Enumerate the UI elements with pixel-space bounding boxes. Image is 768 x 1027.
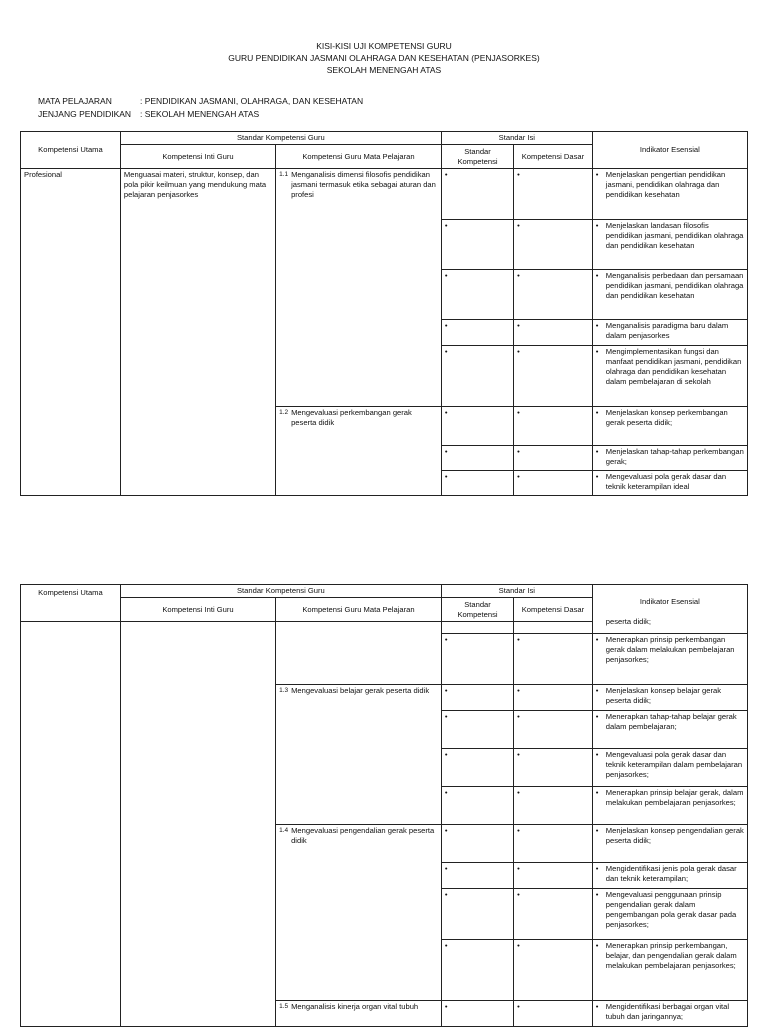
cell-kompetensi-1-5	[276, 1001, 442, 1027]
sk-bullet: •	[441, 787, 513, 825]
kd-bullet: •	[514, 471, 593, 496]
indikator-text: Menjelaskan landasan filosofis pendidikan jasmani, pendidikan olahraga dan pendidikan kesehatan	[605, 221, 744, 250]
indikator-item	[592, 940, 747, 1001]
indikator-text: Menjelaskan tahap-tahap perkembangan gerak;	[605, 447, 744, 466]
indikator-text: Menerapkan tahap-tahap belajar gerak dalam pembelajaran;	[605, 712, 737, 731]
sk-cont	[441, 622, 513, 634]
mapel-value: : PENDIDIKAN JASMANI, OLAHRAGA, DAN KESEHATAN	[140, 96, 364, 106]
k11-number: 1.1	[279, 171, 289, 178]
col-standar-kompetensi-guru: Standar Kompetensi Guru	[120, 585, 441, 598]
col-kompetensi-inti-guru: Kompetensi Inti Guru	[120, 598, 275, 622]
col-kompetensi-guru-mapel: Kompetensi Guru Mata Pelajaran	[276, 598, 442, 622]
kd-bullet: •	[514, 711, 593, 749]
indikator-item	[592, 446, 747, 471]
col-indikator-esensial: Indikator Esensial	[592, 132, 747, 169]
indikator-item	[592, 407, 747, 446]
kd-bullet: •	[514, 407, 593, 446]
document-header	[0, 40, 768, 76]
cell-kompetensi-1-1	[276, 169, 442, 407]
sk-bullet: •	[441, 940, 513, 1001]
indikator-item	[592, 889, 747, 940]
indikator-text: Menerapkan prinsip belajar gerak, dalam melakukan pembelajaran penjasorkes;	[605, 788, 744, 807]
col-indikator-esensial-cell	[592, 585, 747, 634]
col-standar-kompetensi-guru: Standar Kompetensi Guru	[120, 132, 441, 145]
kd-bullet: •	[514, 220, 593, 270]
doc-title: KISI-KISI UJI KOMPETENSI GURU	[316, 41, 452, 51]
col-indikator-esensial: Indikator Esensial	[639, 597, 700, 606]
indikator-text: Menerapkan prinsip perkembangan gerak dalam melakukan pembelajaran penjasorkes;	[605, 635, 735, 664]
sk-bullet: •	[441, 320, 513, 346]
indikator-text: Mengevaluasi pola gerak dasar dan teknik keterampilan ideal	[605, 472, 727, 491]
cell-kompetensi-1-2	[276, 407, 442, 496]
kisi-table-2	[20, 584, 748, 1027]
sk-bullet: •	[441, 634, 513, 685]
col-standar-isi: Standar Isi	[441, 132, 592, 145]
kd-cont	[514, 622, 593, 634]
indikator-bullet: •	[595, 712, 599, 721]
sk-bullet: •	[441, 471, 513, 496]
indikator-item	[592, 685, 747, 711]
indikator-item	[592, 825, 747, 863]
col-kompetensi-dasar: Kompetensi Dasar	[514, 145, 593, 169]
jenjang-value: : SEKOLAH MENENGAH ATAS	[140, 109, 260, 119]
indikator-item	[592, 270, 747, 320]
indikator-text: Mengimplementasikan fungsi dan manfaat pendidikan jasmani, pendidikan olahraga dan pendidikan kesehatan dalam pembelajaran di sekolah	[605, 347, 742, 386]
indikator-text: Mengidentifikasi jenis pola gerak dasar dan teknik keterampilan;	[605, 864, 737, 883]
k13-number: 1.3	[279, 687, 289, 694]
indikator-bullet: •	[595, 826, 599, 835]
k15-text: Menganalisis kinerja organ vital tubuh	[291, 1002, 419, 1011]
indikator-text: Mengevaluasi pola gerak dasar dan teknik keterampilan dalam pembelajaran penjasorkes;	[605, 750, 743, 779]
sk-bullet: •	[441, 889, 513, 940]
indikator-bullet: •	[595, 788, 599, 797]
sk-bullet: •	[441, 1001, 513, 1027]
kd-bullet: •	[514, 446, 593, 471]
sk-bullet: •	[441, 749, 513, 787]
indikator-text: Menerapkan prinsip perkembangan, belajar, dan pengendalian gerak dalam melakukan pembelajaran penjasorkes;	[605, 941, 737, 970]
kd-bullet: •	[514, 787, 593, 825]
indikator-bullet: •	[595, 1002, 599, 1011]
indikator-item	[592, 787, 747, 825]
sk-bullet: •	[441, 711, 513, 749]
indikator-bullet: •	[595, 635, 599, 644]
k12-text: Mengevaluasi perkembangan gerak peserta didik	[291, 408, 412, 427]
kd-bullet: •	[514, 270, 593, 320]
indikator-item	[592, 320, 747, 346]
indikator-text: Menjelaskan pengertian pendidikan jasmani, pendidikan olahraga dan pendidikan kesehatan	[605, 170, 726, 199]
k13-text: Mengevaluasi belajar gerak peserta didik	[291, 686, 430, 695]
kd-bullet: •	[514, 169, 593, 220]
kd-bullet: •	[514, 825, 593, 863]
indikator-item	[592, 711, 747, 749]
indikator-bullet: •	[595, 890, 599, 899]
doc-subtitle: GURU PENDIDIKAN JASMANI OLAHRAGA DAN KESEHATAN (PENJASORKES)	[228, 53, 540, 63]
col-standar-kompetensi: Standar Kompetensi	[441, 598, 513, 622]
indikator-bullet: •	[595, 170, 599, 179]
indikator-bullet: •	[595, 408, 599, 417]
indikator-item	[592, 749, 747, 787]
document-meta	[38, 95, 363, 121]
col-standar-isi: Standar Isi	[441, 585, 592, 598]
indikator-bullet: •	[595, 271, 599, 280]
indikator-bullet: •	[595, 321, 599, 330]
indikator-bullet: •	[595, 864, 599, 873]
indikator-item	[592, 346, 747, 407]
col-kompetensi-dasar: Kompetensi Dasar	[514, 598, 593, 622]
indikator-bullet: •	[595, 472, 599, 481]
sk-bullet: •	[441, 685, 513, 711]
sk-bullet: •	[441, 407, 513, 446]
cell-kompetensi-mapel-cont	[276, 622, 442, 685]
indikator-bullet: •	[595, 686, 599, 695]
col-kompetensi-inti-guru: Kompetensi Inti Guru	[120, 145, 275, 169]
indikator-item	[592, 863, 747, 889]
kd-bullet: •	[514, 889, 593, 940]
doc-school-level: SEKOLAH MENENGAH ATAS	[326, 65, 442, 75]
indikator-bullet: •	[595, 221, 599, 230]
indikator-text: Menjelaskan konsep pengendalian gerak peserta didik;	[605, 826, 744, 845]
indikator-text: Menganalisis paradigma baru dalam dalam penjasorkes	[605, 321, 729, 340]
k14-number: 1.4	[279, 827, 289, 834]
sk-bullet: •	[441, 863, 513, 889]
mapel-label: MATA PELAJARAN	[38, 96, 112, 106]
indikator-item	[592, 1001, 747, 1027]
kd-bullet: •	[514, 863, 593, 889]
cell-kompetensi-inti: Menguasai materi, struktur, konsep, dan pola pikir keilmuan yang mendukung mata pelajaran penjasorkes	[120, 169, 275, 496]
sk-bullet: •	[441, 220, 513, 270]
indikator-continuation: peserta didik;	[605, 617, 651, 626]
col-standar-kompetensi: Standar Kompetensi	[441, 145, 513, 169]
kd-bullet: •	[514, 1001, 593, 1027]
cell-kompetensi-inti-empty	[120, 622, 275, 1027]
k15-number: 1.5	[279, 1003, 289, 1010]
jenjang-label: JENJANG PENDIDIKAN	[38, 109, 132, 119]
indikator-bullet: •	[595, 447, 599, 456]
indikator-bullet: •	[595, 750, 599, 759]
kd-bullet: •	[514, 320, 593, 346]
indikator-item	[592, 634, 747, 685]
kd-bullet: •	[514, 749, 593, 787]
indikator-bullet: •	[595, 347, 599, 356]
cell-kompetensi-utama: Profesional	[21, 169, 121, 496]
indikator-bullet: •	[595, 941, 599, 950]
indikator-item	[592, 169, 747, 220]
cell-kompetensi-1-4	[276, 825, 442, 1001]
sk-bullet: •	[441, 446, 513, 471]
indikator-text: Mengevaluasi penggunaan prinsip pengendalian gerak dalam pengembangan pola gerak dasar pada penjasorkes;	[605, 890, 737, 929]
indikator-text: Menjelaskan konsep belajar gerak peserta didik;	[605, 686, 722, 705]
indikator-text: Mengidentifikasi berbagai organ vital tubuh dan jaringannya;	[605, 1002, 730, 1021]
indikator-text: Menjelaskan konsep perkembangan gerak peserta didik;	[605, 408, 728, 427]
cell-kompetensi-1-3	[276, 685, 442, 825]
kd-bullet: •	[514, 685, 593, 711]
col-kompetensi-utama: Kompetensi Utama	[21, 132, 121, 169]
indikator-text: Menganalisis perbedaan dan persamaan pendidikan jasmani, pendidikan olahraga dan pendidikan kesehatan	[605, 271, 744, 300]
sk-bullet: •	[441, 346, 513, 407]
k11-text: Menganalisis dimensi filosofis pendidikan jasmani termasuk etika sebagai aturan dan profesi	[291, 170, 436, 199]
k14-text: Mengevaluasi pengendalian gerak peserta didik	[291, 826, 435, 845]
kisi-table-1	[20, 131, 748, 496]
indikator-item	[592, 220, 747, 270]
cell-kompetensi-utama-empty	[21, 622, 121, 1027]
sk-bullet: •	[441, 169, 513, 220]
kd-bullet: •	[514, 634, 593, 685]
indikator-item	[592, 471, 747, 496]
sk-bullet: •	[441, 825, 513, 863]
k12-number: 1.2	[279, 409, 289, 416]
sk-bullet: •	[441, 270, 513, 320]
kd-bullet: •	[514, 346, 593, 407]
col-kompetensi-guru-mapel: Kompetensi Guru Mata Pelajaran	[276, 145, 442, 169]
kd-bullet: •	[514, 940, 593, 1001]
col-kompetensi-utama: Kompetensi Utama	[21, 585, 121, 622]
